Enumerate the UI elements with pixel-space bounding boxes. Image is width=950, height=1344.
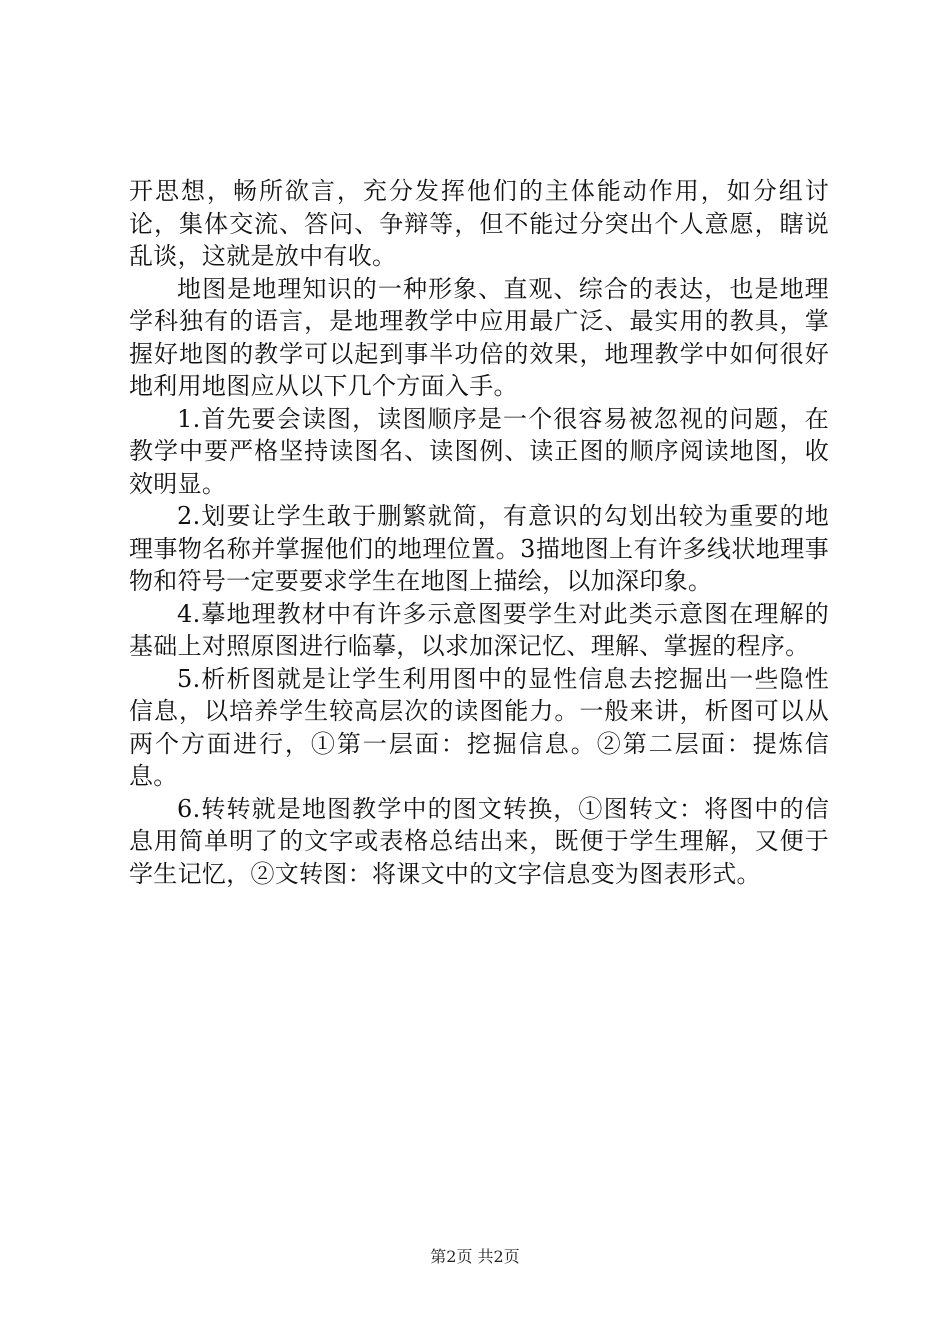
paragraph-item-5: 5.析析图就是让学生利用图中的显性信息去挖掘出一些隐性信息，以培养学生较高层次的读图能力。一般来讲，析图可以从两个方面进行，①第一层面：挖掘信息。②第二层面：提炼信息。 — [129, 664, 829, 790]
paragraph-item-6: 6.转转就是地图教学中的图文转换，①图转文：将图中的信息用简单明了的文字或表格总结出来，既便于学生理解，又便于学生记忆，②文转图：将课文中的文字信息变为图表形式。 — [129, 794, 829, 888]
paragraph-intro: 地图是地理知识的一种形象、直观、综合的表达，也是地理学科独有的语言，是地理教学中应用最广泛、最实用的教具，掌握好地图的教学可以起到事半功倍的效果，地理教学中如何很好地利用地图应从以下几个方面入手。 — [129, 274, 829, 400]
paragraph-continuation: 开思想，畅所欲言，充分发挥他们的主体能动作用，如分组讨论，集体交流、答问、争辩等，但不能过分突出个人意愿，瞎说乱谈，这就是放中有收。 — [129, 177, 829, 270]
paragraph-item-1: 1.首先要会读图，读图顺序是一个很容易被忽视的问题，在教学中要严格坚持读图名、读图例、读正图的顺序阅读地图，收效明显。 — [129, 404, 829, 498]
page-footer: 第2页 共2页 — [430, 1247, 520, 1266]
document-body — [129, 175, 829, 890]
paragraph-item-4: 4.摹地理教材中有许多示意图要学生对此类示意图在理解的基础上对照原图进行临摹，以求加深记忆、理解、掌握的程序。 — [129, 599, 829, 660]
paragraph-item-2: 2.划要让学生敢于删繁就简，有意识的勾划出较为重要的地理事物名称并掌握他们的地理位置。3描地图上有许多线状地理事物和符号一定要要求学生在地图上描绘，以加深印象。 — [129, 502, 829, 595]
